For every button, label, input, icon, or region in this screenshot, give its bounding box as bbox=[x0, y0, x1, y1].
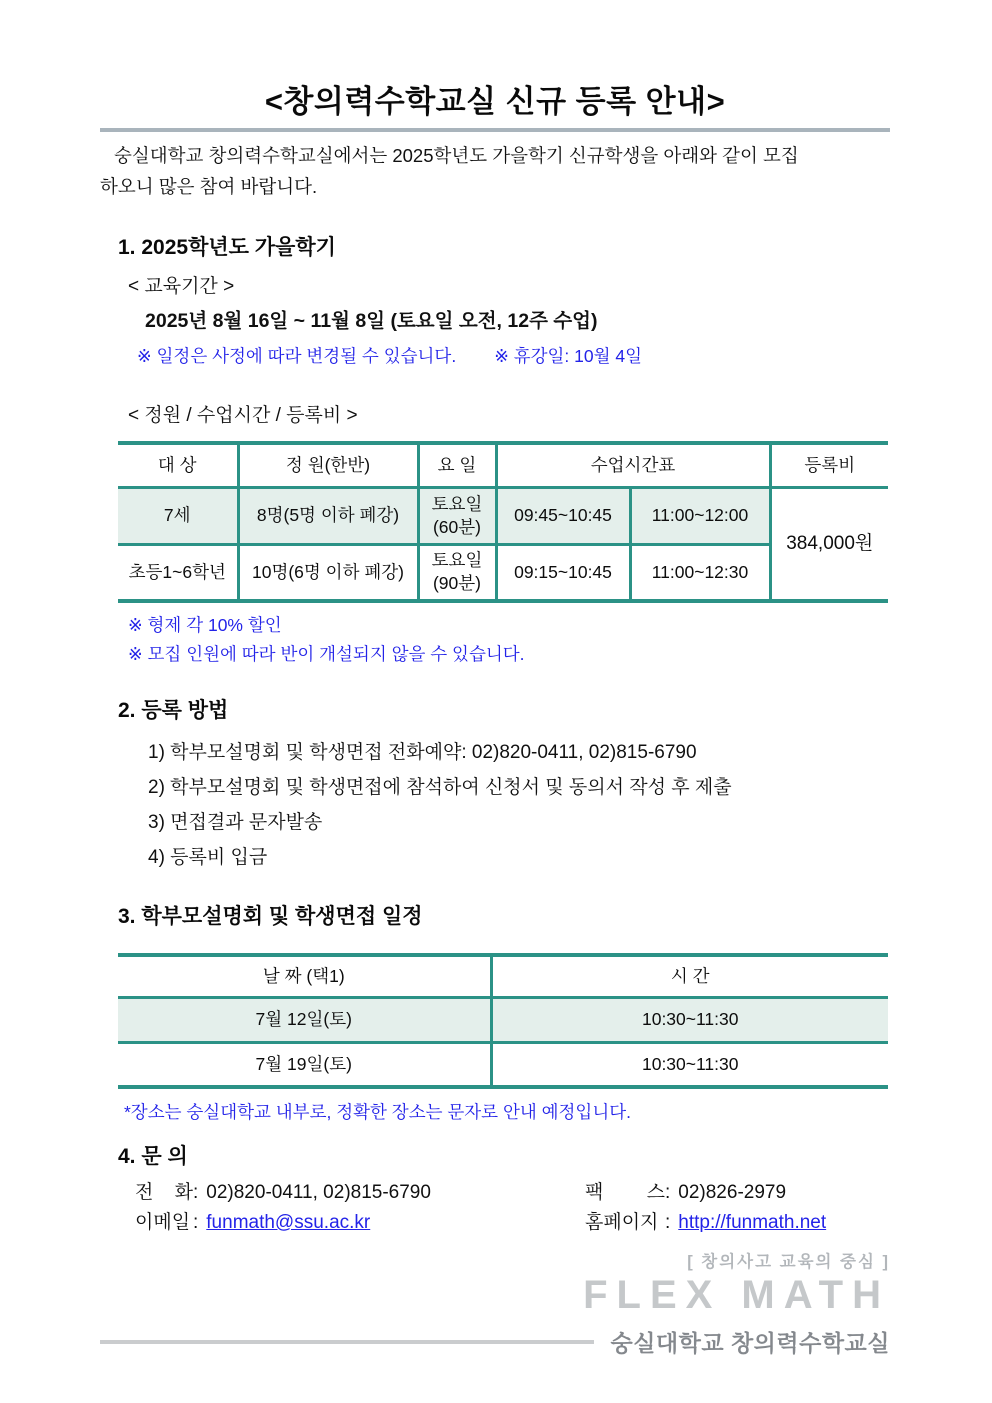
registration-step-3: 3) 면접결과 문자발송 bbox=[148, 812, 323, 833]
cell-capacity: 8명(5명 이하 폐강) bbox=[238, 487, 418, 544]
cell-time1: 09:45~10:45 bbox=[496, 487, 630, 544]
phone-label: 전 화 bbox=[135, 1182, 193, 1203]
section4-heading: 4. 문 의 bbox=[118, 1145, 188, 1168]
column-header-timetable: 수업시간표 bbox=[496, 443, 770, 487]
cell-target: 초등1~6학년 bbox=[128, 561, 226, 582]
fee-table-label: < 정원 / 수업시간 / 등록비 > bbox=[128, 405, 358, 426]
label-colon: : bbox=[665, 1182, 671, 1203]
column-header-target: 대 상 bbox=[118, 443, 238, 487]
period-label: < 교육기간 > bbox=[128, 276, 235, 297]
registration-step-1: 1) 학부모설명회 및 학생면접 전화예약: 02)820-0411, 02)815-6790 bbox=[148, 742, 697, 763]
table-row bbox=[118, 1042, 888, 1087]
column-header-fee: 등록비 bbox=[770, 443, 888, 487]
intro-line: 하오니 많은 참여 바랍니다. bbox=[100, 176, 318, 197]
label-colon: : bbox=[665, 1212, 671, 1233]
website-link[interactable]: http://funmath.net bbox=[678, 1212, 827, 1233]
table-row bbox=[118, 487, 888, 544]
table-header-row bbox=[118, 443, 888, 487]
footer bbox=[100, 1251, 890, 1358]
cell-date: 7월 12일(토) bbox=[118, 997, 491, 1042]
cell-day-line1: 토요일 bbox=[431, 550, 483, 571]
cell-time1: 09:15~10:45 bbox=[496, 544, 630, 601]
cell-day bbox=[418, 544, 496, 601]
contact-grid bbox=[100, 1179, 890, 1237]
period-value: 2025년 8월 16일 ~ 11월 8일 (토요일 오전, 12주 수업) bbox=[145, 310, 598, 332]
cell-fee: 384,000원 bbox=[770, 487, 888, 601]
cell-capacity: 10명(6명 이하 폐강) bbox=[238, 544, 418, 601]
email-label: 이메일 bbox=[135, 1212, 191, 1233]
schedule-change-note: ※ 일정은 사정에 따라 변경될 수 있습니다. bbox=[137, 346, 457, 366]
organization-name: 숭실대학교 창의력수학교실 bbox=[610, 1330, 890, 1356]
label-colon: : bbox=[193, 1182, 199, 1203]
footer-bottom-row bbox=[100, 1325, 890, 1358]
email-link[interactable]: funmath@ssu.ac.kr bbox=[206, 1212, 371, 1233]
cell-date: 7월 19일(토) bbox=[255, 1053, 352, 1074]
schedule-note bbox=[100, 343, 890, 369]
cell-day-line2: (60분) bbox=[432, 516, 482, 537]
website-label: 홈페이지 bbox=[585, 1212, 659, 1233]
logo-tagline: [ 창의사고 교육의 중심 ] bbox=[687, 1253, 890, 1271]
cell-time2: 11:00~12:30 bbox=[630, 544, 770, 601]
class-opening-note: ※ 모집 인원에 따라 반이 개설되지 않을 수 있습니다. bbox=[128, 644, 525, 664]
section1-heading: 1. 2025학년도 가을학기 bbox=[118, 236, 336, 259]
contact-fax bbox=[585, 1179, 890, 1207]
cell-time: 10:30~11:30 bbox=[491, 1042, 888, 1087]
title-divider bbox=[100, 128, 890, 132]
section2-heading: 2. 등록 방법 bbox=[118, 699, 229, 722]
cell-time: 10:30~11:30 bbox=[491, 997, 888, 1042]
phone-value: 02)820-0411, 02)815-6790 bbox=[206, 1182, 431, 1203]
registration-steps bbox=[100, 735, 890, 875]
section3-heading: 3. 학부모설명회 및 학생면접 일정 bbox=[118, 905, 423, 928]
fax-value: 02)826-2979 bbox=[678, 1182, 787, 1203]
fax-label: 팩 스 bbox=[585, 1182, 665, 1203]
column-header-time: 시 간 bbox=[491, 955, 888, 997]
intro-paragraph bbox=[100, 140, 890, 202]
cell-target: 7세 bbox=[118, 487, 238, 544]
table-row bbox=[118, 997, 888, 1042]
cell-day-line2: (90분) bbox=[432, 573, 482, 594]
footer-divider-line bbox=[100, 1340, 594, 1344]
class-info-table bbox=[118, 441, 888, 603]
registration-step-2: 2) 학부모설명회 및 학생면접에 참석하여 신청서 및 동의서 작성 후 제출 bbox=[148, 777, 732, 798]
cell-day bbox=[418, 487, 496, 544]
column-header-day: 요 일 bbox=[418, 443, 496, 487]
registration-step-4: 4) 등록비 입금 bbox=[148, 847, 268, 868]
page-title: <창의력수학교실 신규 등록 안내> bbox=[264, 84, 726, 119]
contact-website bbox=[585, 1209, 890, 1237]
label-colon: : bbox=[193, 1212, 199, 1233]
holiday-note: ※ 휴강일: 10월 4일 bbox=[494, 346, 643, 366]
contact-phone bbox=[135, 1179, 585, 1207]
sibling-discount-note: ※ 형제 각 10% 할인 bbox=[128, 615, 282, 635]
table-header-row bbox=[118, 955, 888, 997]
fee-table-notes bbox=[100, 611, 890, 669]
schedule-table bbox=[118, 953, 888, 1089]
column-header-date: 날 짜 (택1) bbox=[118, 955, 491, 997]
column-header-capacity: 정 원(한반) bbox=[238, 443, 418, 487]
cell-time2: 11:00~12:00 bbox=[630, 487, 770, 544]
intro-line: 숭실대학교 창의력수학교실에서는 2025학년도 가을학기 신규학생을 아래와 같이 모집 bbox=[114, 145, 799, 166]
flex-math-logo: FLEX MATH bbox=[583, 1273, 890, 1317]
location-note: *장소는 숭실대학교 내부로, 정확한 장소는 문자로 안내 예정입니다. bbox=[124, 1102, 632, 1122]
cell-day-line1: 토요일 bbox=[431, 493, 483, 514]
contact-email bbox=[135, 1209, 585, 1237]
